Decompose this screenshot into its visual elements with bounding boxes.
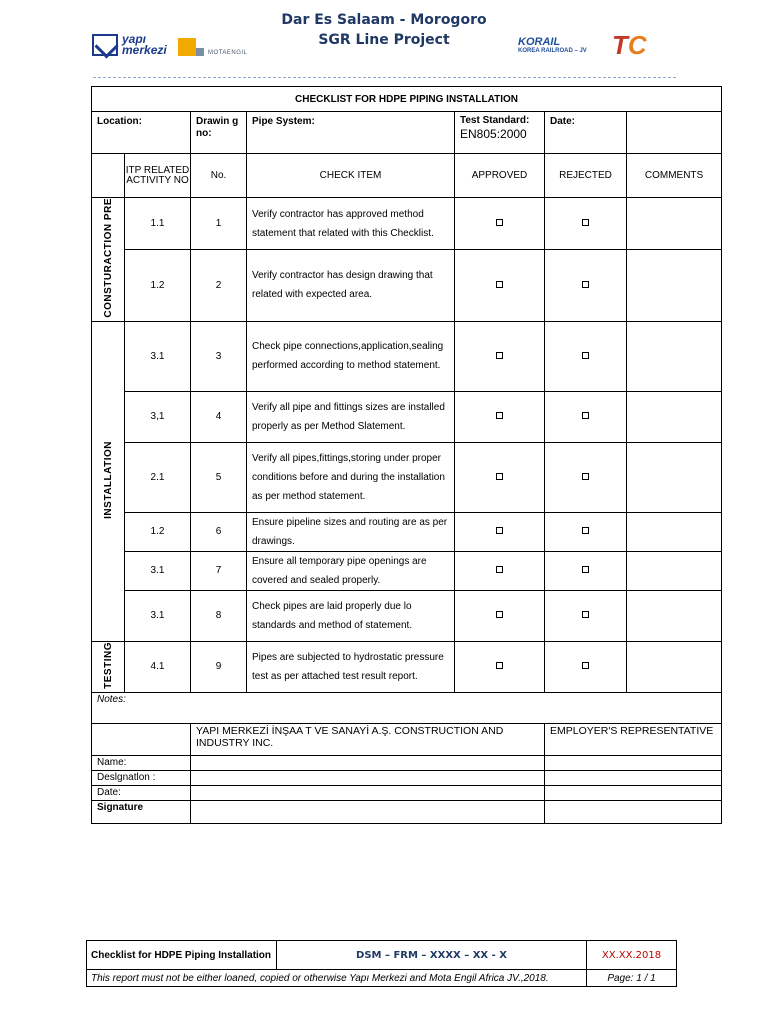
table-row: [92, 512, 722, 551]
tc-logo-c: C: [627, 30, 647, 60]
employer-date-field[interactable]: [545, 785, 722, 800]
checkbox-icon: [582, 219, 589, 226]
project-title-line1: Dar Es Salaam - Morogoro: [281, 12, 487, 28]
contractor-date-field[interactable]: [191, 785, 545, 800]
employer-name-field[interactable]: [545, 755, 722, 770]
comments-cell[interactable]: [627, 391, 722, 442]
designation-label: Deslgnatlon :: [92, 770, 191, 785]
row-no: 5: [191, 442, 247, 512]
footer-page-number: Page: 1 / 1: [587, 970, 677, 987]
table-row: [92, 590, 722, 641]
col-header-check-item: CHECK ITEM: [247, 154, 455, 198]
checkbox-icon: [496, 611, 503, 618]
contractor-designation-field[interactable]: [191, 770, 545, 785]
rejected-checkbox[interactable]: [545, 551, 627, 590]
comments-cell[interactable]: [627, 590, 722, 641]
contractor-name: YAPI MERKEZİ İNŞAA T VE SANAYİ A.Ş. CONSTRUCTION AND INDUSTRY INC.: [191, 723, 545, 755]
rejected-checkbox[interactable]: [545, 512, 627, 551]
row-no: 9: [191, 641, 247, 692]
footer-doc-code: DSM – FRM – XXXX – XX - X: [277, 941, 587, 970]
section-testing: [92, 641, 125, 692]
test-standard-label: Test Standard:: [460, 115, 530, 126]
rejected-checkbox[interactable]: [545, 321, 627, 391]
row-check-item: Verify contractor has approved method statement that related with this Checklist.: [247, 198, 455, 250]
table-row: [92, 321, 722, 391]
checkbox-icon: [582, 566, 589, 573]
row-check-item: Ensure all temporary pipe openings are covered and sealed properly.: [247, 551, 455, 590]
col-header-itp: ITP RELATED ACTIVITY NO: [125, 154, 191, 198]
employer-signature-field[interactable]: [545, 800, 722, 823]
row-check-item: Verify contractor has design drawing that related with expected area.: [247, 250, 455, 322]
mota-engil-text: MOTAENGIL: [208, 50, 248, 56]
korail-logo-text: KORAIL: [518, 36, 561, 48]
signature-label: Signature: [92, 800, 191, 823]
yapi-merkezi-mark-icon: [92, 34, 118, 56]
section-pre-label: CONSTURACTION PRE: [102, 198, 114, 318]
location-label: Location:: [92, 112, 191, 154]
row-check-item: Verify all pipes,fittings,storing under proper conditions before and during the installation as per method statement.: [247, 442, 455, 512]
comments-cell[interactable]: [627, 198, 722, 250]
yapi-logo-line2: merkezi: [122, 43, 167, 57]
checklist-title: CHECKLIST FOR HDPE PIPING INSTALLATION: [92, 87, 722, 112]
row-check-item: Verify all pipe and fittings sizes are installed properly as per Method Slatement.: [247, 391, 455, 442]
row-itp: 4.1: [125, 641, 191, 692]
comments-cell[interactable]: [627, 641, 722, 692]
checkbox-icon: [496, 566, 503, 573]
approved-checkbox[interactable]: [455, 641, 545, 692]
row-check-item: Check pipes are laid properly due lo standards and method of statement.: [247, 590, 455, 641]
row-no: 1: [191, 198, 247, 250]
row-itp: 2.1: [125, 442, 191, 512]
korail-logo-subtext: KOREA RAILROAD – JV: [518, 48, 587, 54]
row-no: 6: [191, 512, 247, 551]
checkbox-icon: [582, 412, 589, 419]
row-itp: 1.2: [125, 512, 191, 551]
section-pre: [92, 198, 125, 322]
approved-checkbox[interactable]: [455, 250, 545, 322]
section-testing-label: TESTING: [102, 641, 114, 689]
mota-engil-logo: [178, 38, 247, 56]
approved-checkbox[interactable]: [455, 198, 545, 250]
date-label: Date:: [545, 112, 627, 154]
row-no: 4: [191, 391, 247, 442]
project-title-line2: SGR Line Project: [318, 32, 450, 48]
checkbox-icon: [496, 473, 503, 480]
test-standard-value: EN805:2000: [460, 127, 527, 141]
document-footer: [86, 940, 677, 987]
checkbox-icon: [582, 352, 589, 359]
table-row: [92, 391, 722, 442]
employer-designation-field[interactable]: [545, 770, 722, 785]
checkbox-icon: [496, 219, 503, 226]
checkbox-icon: [582, 662, 589, 669]
checkbox-icon: [582, 527, 589, 534]
table-row: [92, 551, 722, 590]
row-itp: 3,1: [125, 391, 191, 442]
section-installation-label: INSTALLATION: [102, 440, 114, 519]
row-no: 8: [191, 590, 247, 641]
approved-checkbox[interactable]: [455, 512, 545, 551]
row-no: 3: [191, 321, 247, 391]
employer-representative: EMPLOYER'S REPRESENTATIVE: [545, 723, 722, 755]
row-check-item: Pipes are subjected to hydrostatic pressure test as per attached test result report.: [247, 641, 455, 692]
rejected-checkbox[interactable]: [545, 198, 627, 250]
mota-engil-mark-icon: [178, 38, 196, 56]
row-no: 7: [191, 551, 247, 590]
yapi-merkezi-logo: [92, 34, 167, 56]
row-itp: 3.1: [125, 590, 191, 641]
rejected-checkbox[interactable]: [545, 442, 627, 512]
checklist-table: [91, 86, 722, 824]
row-itp: 3.1: [125, 321, 191, 391]
checkbox-icon: [496, 662, 503, 669]
footer-disclaimer: This report must not be either loaned, copied or otherwise Yapı Merkezi and Mota Engil Africa JV.,2018.: [87, 970, 587, 987]
approved-checkbox[interactable]: [455, 442, 545, 512]
row-itp: 1.2: [125, 250, 191, 322]
row-no: 2: [191, 250, 247, 322]
approved-checkbox[interactable]: [455, 321, 545, 391]
comments-cell[interactable]: [627, 442, 722, 512]
sig-date-label: Date:: [92, 785, 191, 800]
col-header-no: No.: [191, 154, 247, 198]
row-itp: 3.1: [125, 551, 191, 590]
row-itp: 1.1: [125, 198, 191, 250]
comments-cell[interactable]: [627, 551, 722, 590]
korail-logo: [518, 36, 587, 54]
contractor-signature-field[interactable]: [191, 800, 545, 823]
checkbox-icon: [496, 281, 503, 288]
col-header-approved: APPROVED: [455, 154, 545, 198]
date-value[interactable]: [627, 112, 722, 154]
rejected-checkbox[interactable]: [545, 590, 627, 641]
tc-logo-t: T: [612, 30, 628, 60]
checkbox-icon: [582, 611, 589, 618]
approved-checkbox[interactable]: [455, 590, 545, 641]
yapi-logo-line1: yapı: [122, 32, 147, 46]
checkbox-icon: [496, 527, 503, 534]
table-row: [92, 198, 722, 250]
col-header-rejected: REJECTED: [545, 154, 627, 198]
table-row: [92, 442, 722, 512]
drawing-no-label: Drawin g no:: [191, 112, 247, 154]
footer-doc-title: Checklist for HDPE Piping Installation: [87, 941, 277, 970]
notes-field[interactable]: [92, 692, 722, 723]
footer-doc-date: XX.XX.2018: [587, 941, 677, 970]
test-standard-cell: [455, 112, 545, 154]
comments-cell[interactable]: [627, 321, 722, 391]
contractor-name-field[interactable]: [191, 755, 545, 770]
table-row: [92, 641, 722, 692]
row-check-item: Ensure pipeline sizes and routing are as per drawings.: [247, 512, 455, 551]
row-check-item: Check pipe connections,application,sealing performed according to method statement.: [247, 321, 455, 391]
checkbox-icon: [582, 281, 589, 288]
notes-label: Notes:: [97, 693, 126, 705]
checkbox-icon: [496, 352, 503, 359]
col-header-comments: COMMENTS: [627, 154, 722, 198]
rejected-checkbox[interactable]: [545, 641, 627, 692]
table-row: [92, 250, 722, 322]
checkbox-icon: [496, 412, 503, 419]
comments-cell[interactable]: [627, 250, 722, 322]
approved-checkbox[interactable]: [455, 391, 545, 442]
section-installation: [92, 321, 125, 641]
rejected-checkbox[interactable]: [545, 391, 627, 442]
rejected-checkbox[interactable]: [545, 250, 627, 322]
checkbox-icon: [582, 473, 589, 480]
pipe-system-label: Pipe System:: [247, 112, 455, 154]
tc-logo: [612, 30, 647, 60]
name-label: Name:: [92, 755, 191, 770]
comments-cell[interactable]: [627, 512, 722, 551]
header-divider: [93, 77, 676, 78]
approved-checkbox[interactable]: [455, 551, 545, 590]
